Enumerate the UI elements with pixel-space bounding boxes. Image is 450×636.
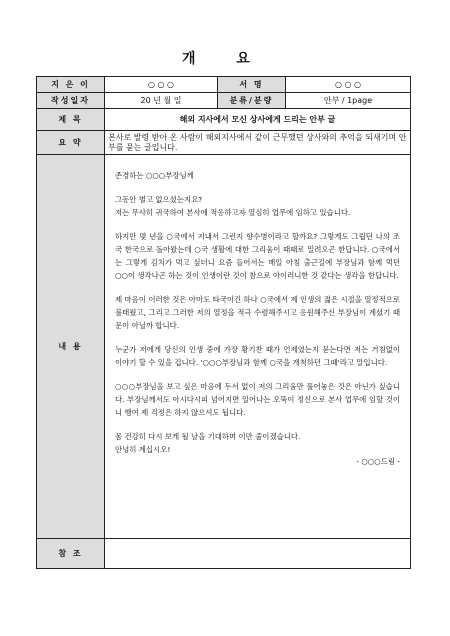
letter-body <box>105 155 411 539</box>
letter-signature: - ○○○드림 - <box>356 457 400 466</box>
subject-label: 제 목 <box>37 109 105 131</box>
letter-closing: 안녕히 계십시오! <box>115 445 171 454</box>
letter-paragraph: 제 마음이 이러한 것은 아마도 타국이긴 하나 ○국에서 제 인생의 젊은 시절을 열정적으로 불태웠고, 그리고 그러한 저의 열정을 적극 수렴해주시고 응원해주신 부장님이 계셨기 때문이 아닐까 합니다. <box>115 295 400 330</box>
page-title: 개 요 <box>182 51 268 67</box>
recipient-value: ○ ○ ○ <box>286 77 411 93</box>
letter-greeting: 존경하는 ○○○부장님께 <box>115 171 194 180</box>
letter-paragraph: 누군가 저에게 당신의 인생 중에 가장 황기찬 때가 언제였는지 묻는다면 저는 거침없이 이야기 할 수 있을 겁니다. '○○○부장님과 함께 ○국을 개척하던 그때'라고 말입니다. <box>115 345 400 367</box>
summary-label: 요 약 <box>37 131 105 155</box>
author-value: ○ ○ ○ <box>105 77 218 93</box>
letter-paragraph: 하지만 몇 년을 ○국에서 지내서 그런지 향수병이라고 할까요? 그렇게도 그립던 나의 조국 한국으로 돌아왔는데 ○국 생활에 대한 그리움이 때때로 밀려오곤 한답니다. ○국에서는 그렇게 김치가 먹고 싶더니 요즘 들어서는 매일 아침 출근길에 부장님과 함께 먹던 ○○이 생각나곤 하는 것이 인생이란 것이 참으로 아이러니한 것 같다는 생각을 한답니다. <box>115 232 400 280</box>
summary-value: 본사로 발령 받아 온 사람이 해외지사에서 같이 근무했던 상사와의 추억을 되새기며 안부를 묻는 글입니다. <box>105 131 411 155</box>
subject-value: 해외 지사에서 모신 상사에게 드리는 안부 글 <box>105 109 411 131</box>
reference-label: 참 조 <box>37 539 105 569</box>
reference-value <box>105 539 411 569</box>
date-label: 작성일자 <box>37 93 105 109</box>
content-label: 내 용 <box>37 155 105 539</box>
category-value: 안부 / 1page <box>286 93 411 109</box>
recipient-label: 서 명 <box>218 77 286 93</box>
letter-paragraph: 그동안 별고 없으셨는지요? <box>115 195 203 204</box>
letter-paragraph: ○○○부장님을 보고 싶은 마음에 두서 없이 저의 그리움만 풀어놓은 것은 아닌가 싶습니다. 부장님께서도 아시다시피 넘어지면 일어나는 오뚝이 정신으로 본사 업무에 임할 것이니 행여 제 걱정은 하지 않으셔도 됩니다. <box>115 382 400 417</box>
letter-paragraph: 몸 건강히 다시 보게 될 날을 기대하며 이만 줄이겠습니다. <box>115 432 301 441</box>
date-value: 20 년 월 일 <box>105 93 218 109</box>
letter-paragraph: 저는 무사히 귀국하여 본사에 적응하고자 열심히 업무에 임하고 있습니다. <box>115 208 351 217</box>
summary-form-table <box>36 76 411 569</box>
author-label: 지 은 이 <box>37 77 105 93</box>
category-label: 분류/분량 <box>218 93 286 109</box>
